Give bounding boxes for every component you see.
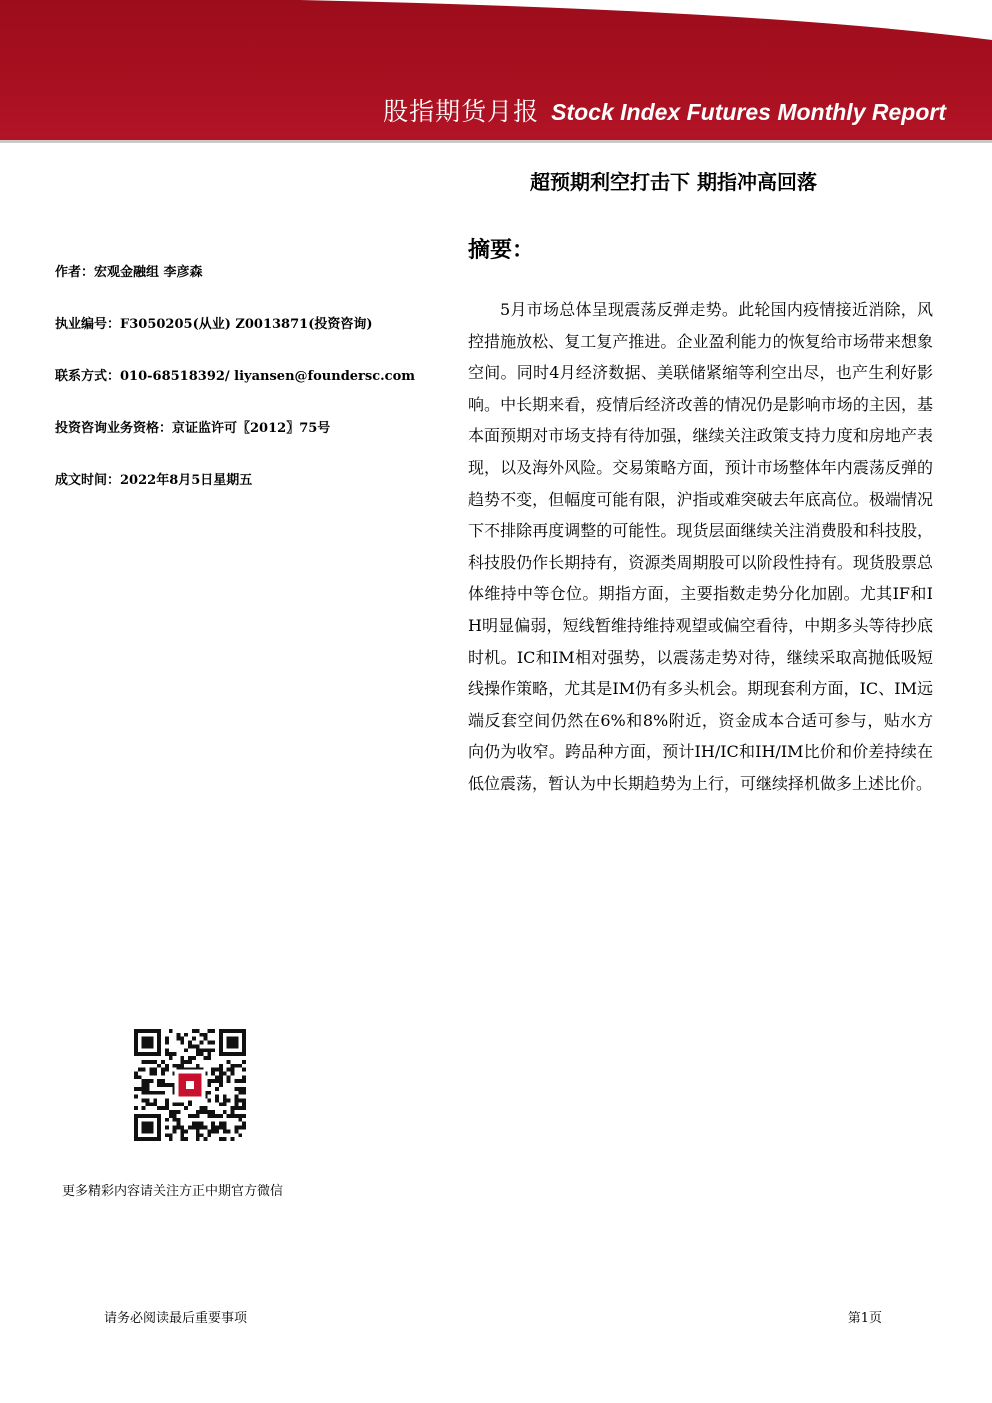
info-contact xyxy=(55,368,455,420)
footer-notice: 请务必阅读最后重要事项 xyxy=(104,1311,248,1326)
info-label: 联系方式： xyxy=(55,369,121,384)
info-label: 执业编号： xyxy=(55,317,121,332)
info-author xyxy=(55,264,455,316)
report-series-title xyxy=(383,92,946,128)
info-label: 作者： xyxy=(55,265,95,280)
banner-divider xyxy=(0,140,992,143)
info-qualification xyxy=(55,420,455,472)
report-series-title-en: Stock Index Futures Monthly Report xyxy=(551,99,946,125)
info-label: 成文时间： xyxy=(55,473,121,488)
page-number: 第1页 xyxy=(847,1311,882,1326)
abstract-heading: 摘要： xyxy=(468,238,535,263)
info-value: 010-68518392/ liyansen@foundersc.com xyxy=(120,369,416,384)
abstract-body: 5月市场总体呈现震荡反弹走势。此轮国内疫情接近消除，风控措施放松、复工复产推进。企业盈利能力的恢复给市场带来想象空间。同时4月经济数据、美联储紧缩等利空出尽，也产生利好影响。中长期来看，疫情后经济改善的情况仍是影响市场的主因，基本面预期对市场支持有待加强，继续关注政策支持力度和房地产表现，以及海外风险。交易策略方面，预计市场整体年内震荡反弹的趋势不变，但幅度可能有限，沪指或难突破去年底高位。极端情况下不排除再度调整的可能性。现货层面继续关注消费股和科技股，科技股仍作长期持有，资源类周期股可以阶段性持有。现货股票总体维持中等仓位。期指方面，主要指数走势分化加剧。尤其IF和IH明显偏弱，短线暂维持维持观望或偏空看待，中期多头等待抄底时机。IC和IM相对强势，以震荡走势对待，继续采取高抛低吸短线操作策略，尤其是IM仍有多头机会。期现套利方面，IC、IM远端反套空间仍然在6%和8%附近，资金成本合适可参与，贴水方向仍为收窄。跨品种方面，预计IH/IC和IH/IM比价和价差持续在低位震荡，暂认为中长期趋势为上行，可继续择机做多上述比价。 xyxy=(468,300,933,793)
report-title: 超预期利空打击下 期指冲高回落 xyxy=(530,170,817,194)
info-license-number xyxy=(55,316,455,368)
info-value: 京证监许可〖2012〗75号 xyxy=(172,421,331,436)
author-info xyxy=(55,264,455,524)
info-value: 2022年8月5日星期五 xyxy=(120,473,253,488)
qr-code-icon xyxy=(134,1029,246,1141)
info-label: 投资咨询业务资格： xyxy=(55,421,173,436)
info-date xyxy=(55,472,455,524)
report-series-title-cn: 股指期货月报 xyxy=(383,97,540,126)
qr-caption: 更多精彩内容请关注方正中期官方微信 xyxy=(62,1184,284,1199)
info-value: F3050205(从业) Z0013871(投资咨询) xyxy=(120,317,373,332)
info-value: 宏观金融组 李彦森 xyxy=(94,265,203,280)
